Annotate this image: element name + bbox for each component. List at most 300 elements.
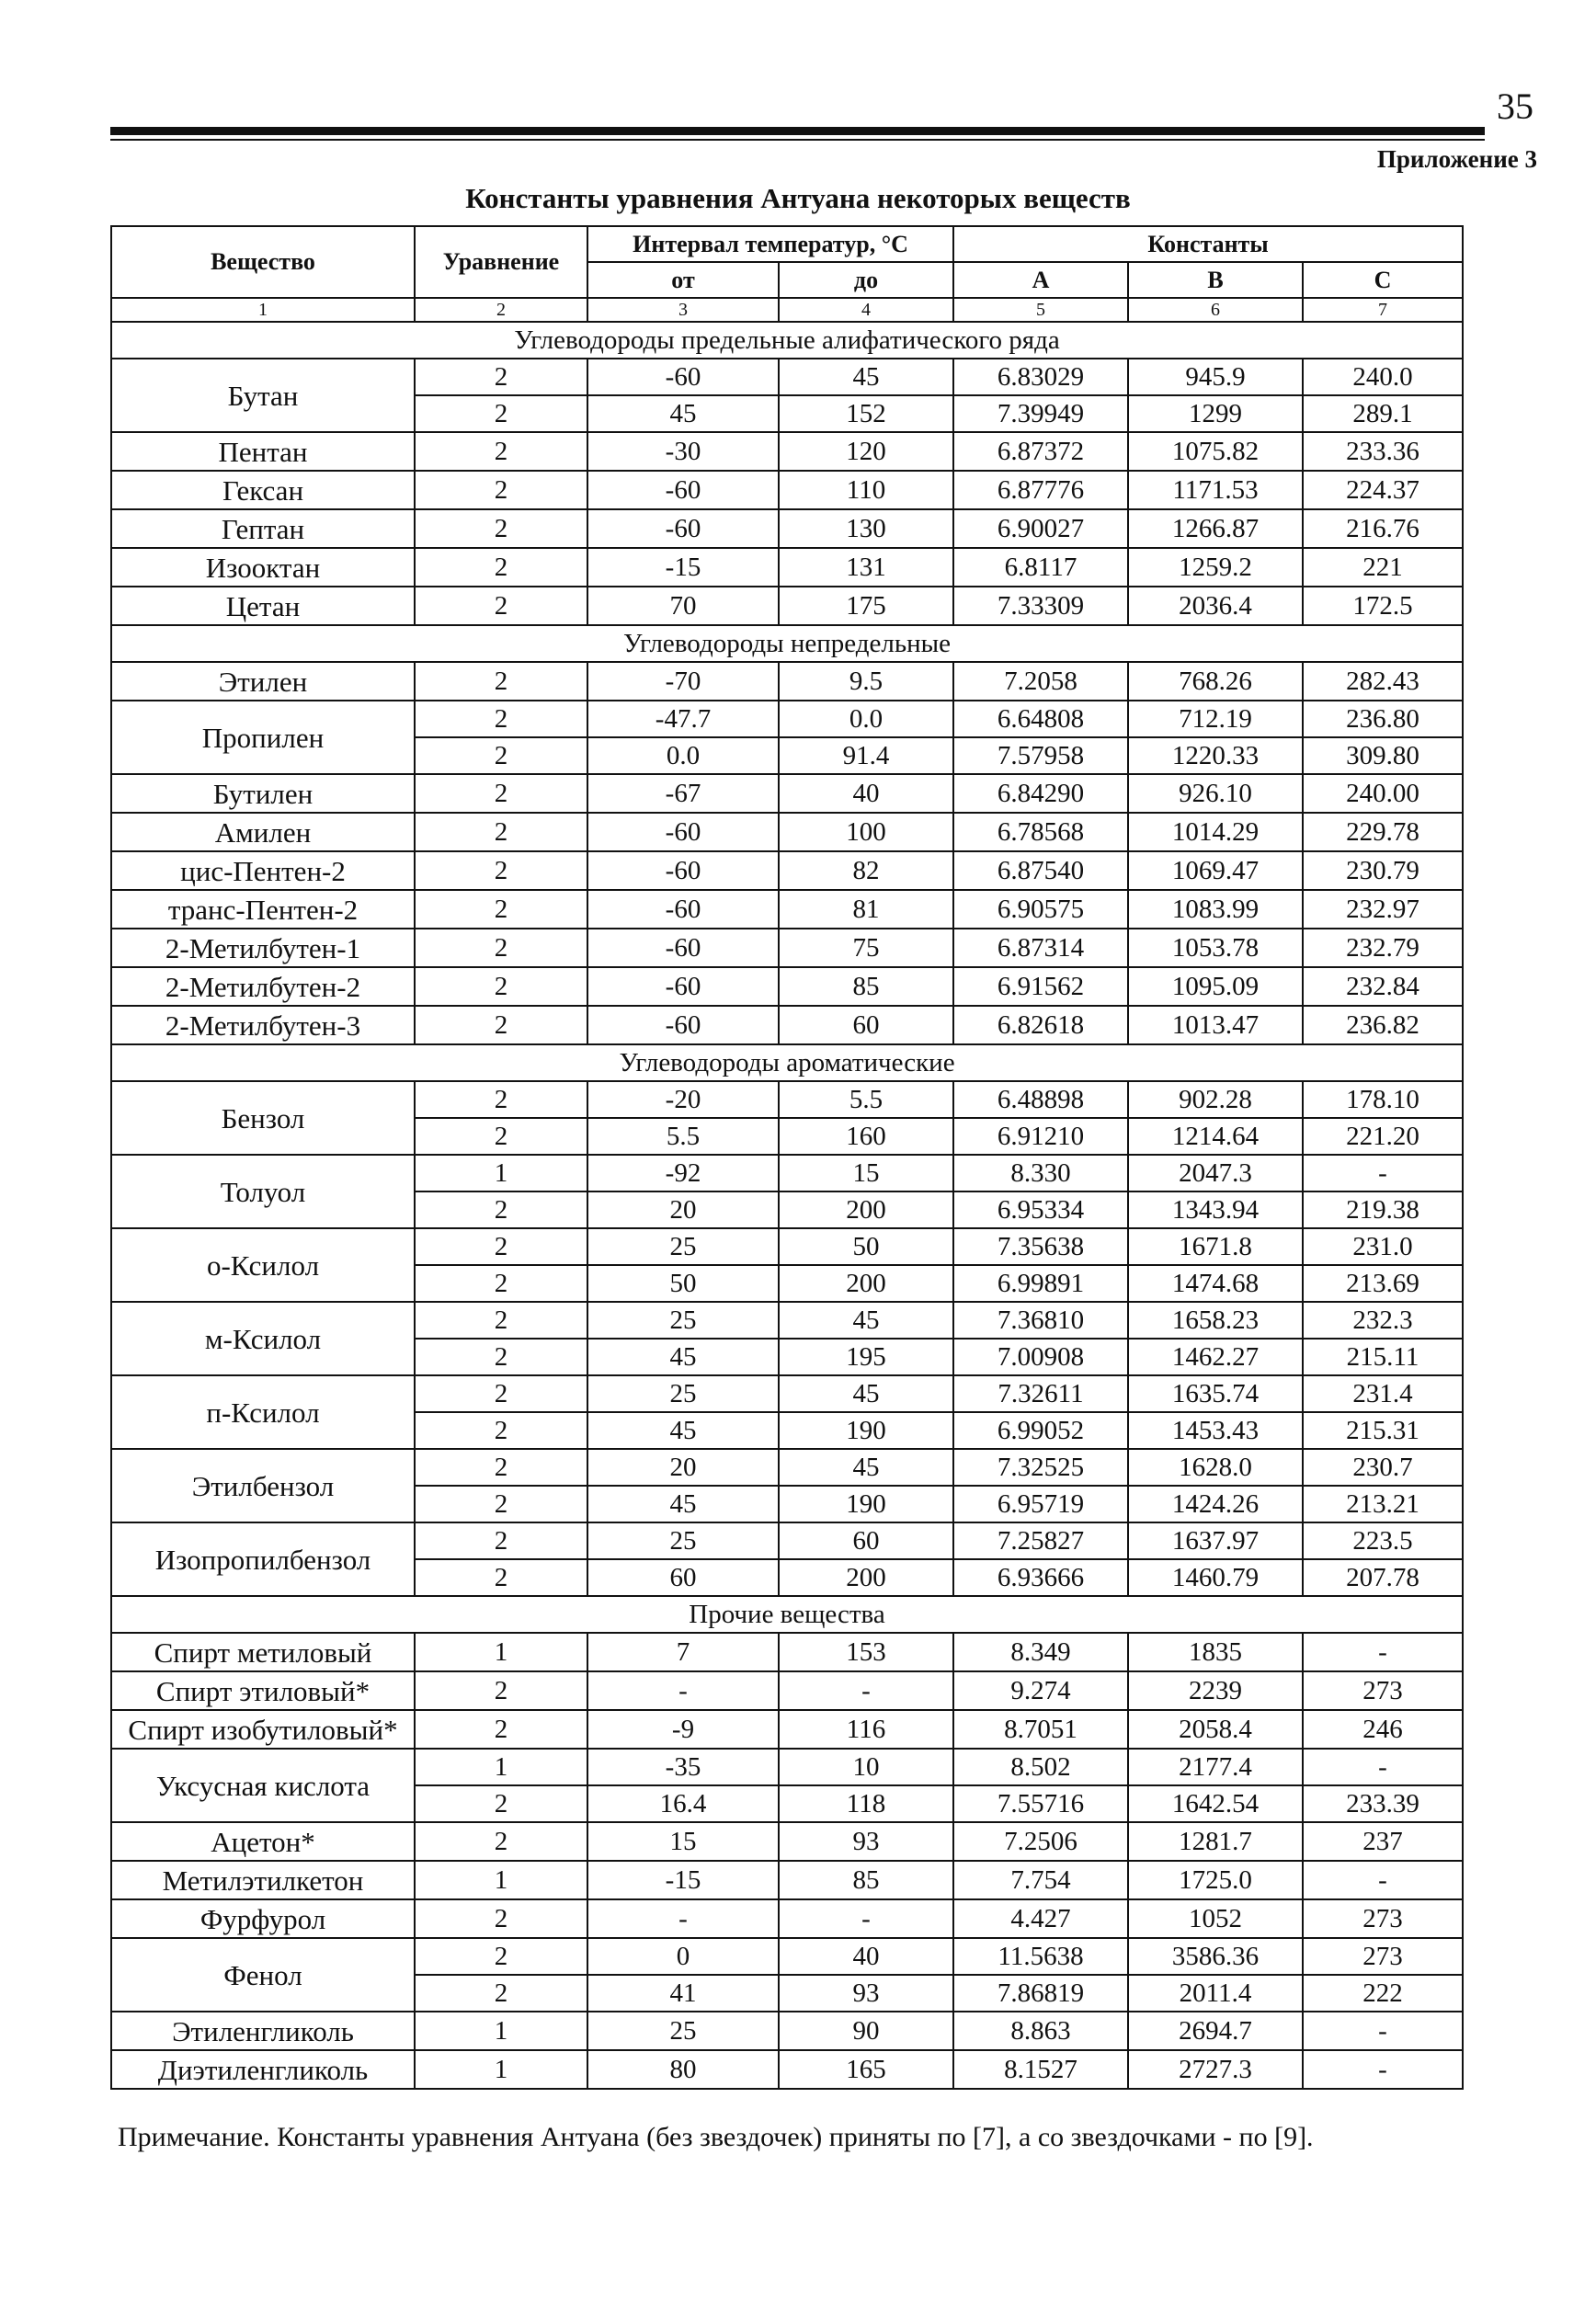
table-row	[111, 774, 1463, 813]
table-row	[111, 1749, 1463, 1785]
header-to: до	[779, 262, 953, 298]
table-cell: 1642.54	[1128, 1785, 1303, 1822]
table-cell: 7.36810	[953, 1302, 1128, 1339]
table-cell: 2	[415, 701, 587, 737]
table-cell: 45	[779, 359, 953, 395]
table-cell: 2	[415, 548, 587, 587]
table-cell: 2	[415, 1975, 587, 2012]
section-title: Углеводороды непредельные	[111, 625, 1463, 662]
table-cell: 60	[779, 1522, 953, 1559]
table-cell: 130	[779, 509, 953, 548]
table-cell: 230.79	[1303, 851, 1463, 890]
table-cell: 100	[779, 813, 953, 851]
table-cell: -15	[587, 548, 779, 587]
column-number: 2	[415, 298, 587, 322]
substance-name: Гексан	[111, 471, 415, 509]
section-header-row	[111, 322, 1463, 359]
table-cell: -67	[587, 774, 779, 813]
table-cell: 2036.4	[1128, 587, 1303, 625]
table-cell: 1635.74	[1128, 1375, 1303, 1412]
table-cell: 7.57958	[953, 737, 1128, 774]
substance-name: Фурфурол	[111, 1899, 415, 1938]
table-cell: 1052	[1128, 1899, 1303, 1938]
table-row	[111, 1302, 1463, 1339]
table-cell: 1628.0	[1128, 1449, 1303, 1486]
table-row	[111, 1633, 1463, 1671]
table-cell: -	[1303, 1861, 1463, 1899]
table-cell: 8.502	[953, 1749, 1128, 1785]
substance-name: Диэтиленгликоль	[111, 2050, 415, 2089]
header-c: C	[1303, 262, 1463, 298]
table-cell: 213.21	[1303, 1486, 1463, 1522]
substance-name: п-Ксилол	[111, 1375, 415, 1449]
substance-name: Спирт изобутиловый*	[111, 1710, 415, 1749]
table-cell: 60	[587, 1559, 779, 1596]
table-cell: 1281.7	[1128, 1822, 1303, 1861]
table-cell: 165	[779, 2050, 953, 2089]
table-cell: -47.7	[587, 701, 779, 737]
table-cell: 1259.2	[1128, 548, 1303, 587]
appendix-label: Приложение 3	[1376, 145, 1537, 173]
column-number: 4	[779, 298, 953, 322]
table-cell: 1266.87	[1128, 509, 1303, 548]
table-cell: 1	[415, 2012, 587, 2050]
table-cell: 6.90575	[953, 890, 1128, 929]
table-cell: 233.39	[1303, 1785, 1463, 1822]
table-cell: 1171.53	[1128, 471, 1303, 509]
table-cell: 131	[779, 548, 953, 587]
table-cell: -9	[587, 1710, 779, 1749]
table-row	[111, 2012, 1463, 2050]
table-cell: 7.86819	[953, 1975, 1128, 2012]
table-cell: 2	[415, 813, 587, 851]
table-cell: 240.00	[1303, 774, 1463, 813]
section-title: Углеводороды предельные алифатического ряда	[111, 322, 1463, 359]
table-cell: 153	[779, 1633, 953, 1671]
substance-name: м-Ксилол	[111, 1302, 415, 1375]
table-cell: 200	[779, 1191, 953, 1228]
table-cell: 2	[415, 890, 587, 929]
table-cell: 8.863	[953, 2012, 1128, 2050]
table-cell: 45	[587, 1339, 779, 1375]
table-cell: 2	[415, 395, 587, 432]
table-cell: 207.78	[1303, 1559, 1463, 1596]
table-cell: 2694.7	[1128, 2012, 1303, 2050]
column-number: 1	[111, 298, 415, 322]
table-row	[111, 359, 1463, 395]
table-cell: 6.8117	[953, 548, 1128, 587]
table-row	[111, 851, 1463, 890]
substance-name: 2-Метилбутен-3	[111, 1006, 415, 1044]
table-cell: 7.00908	[953, 1339, 1128, 1375]
table-cell: 7.35638	[953, 1228, 1128, 1265]
table-cell: 712.19	[1128, 701, 1303, 737]
table-cell: 945.9	[1128, 359, 1303, 395]
substance-name: Толуол	[111, 1155, 415, 1228]
table-cell: 2	[415, 1785, 587, 1822]
table-cell: 6.90027	[953, 509, 1128, 548]
table-cell: 85	[779, 967, 953, 1006]
table-cell: 45	[779, 1449, 953, 1486]
table-cell: 240.0	[1303, 359, 1463, 395]
table-cell: 1460.79	[1128, 1559, 1303, 1596]
table-cell: 1671.8	[1128, 1228, 1303, 1265]
table-cell: 282.43	[1303, 662, 1463, 701]
table-cell: 2	[415, 774, 587, 813]
table-cell: 6.84290	[953, 774, 1128, 813]
table-cell: 215.11	[1303, 1339, 1463, 1375]
table-cell: 1083.99	[1128, 890, 1303, 929]
table-cell: -60	[587, 471, 779, 509]
table-cell: 232.97	[1303, 890, 1463, 929]
column-number: 6	[1128, 298, 1303, 322]
table-cell: -60	[587, 967, 779, 1006]
table-cell: 2	[415, 1486, 587, 1522]
table-row	[111, 662, 1463, 701]
table-cell: -	[1303, 1633, 1463, 1671]
substance-name: Изооктан	[111, 548, 415, 587]
table-cell: 6.93666	[953, 1559, 1128, 1596]
table-cell: 25	[587, 1375, 779, 1412]
table-row	[111, 929, 1463, 967]
column-number: 3	[587, 298, 779, 322]
table-cell: 1075.82	[1128, 432, 1303, 471]
table-cell: 246	[1303, 1710, 1463, 1749]
table-cell: 15	[587, 1822, 779, 1861]
header-equation: Уравнение	[415, 226, 587, 298]
table-cell: 2	[415, 1081, 587, 1118]
table-cell: -60	[587, 813, 779, 851]
table-cell: 6.99891	[953, 1265, 1128, 1302]
table-cell: 9.274	[953, 1671, 1128, 1710]
table-cell: 237	[1303, 1822, 1463, 1861]
table-cell: 4.427	[953, 1899, 1128, 1938]
table-row	[111, 432, 1463, 471]
table-cell: 233.36	[1303, 432, 1463, 471]
table-row	[111, 1228, 1463, 1265]
table-cell: 1	[415, 1749, 587, 1785]
header-interval: Интервал температур, °С	[587, 226, 953, 262]
table-cell: 7.32525	[953, 1449, 1128, 1486]
table-cell: 2	[415, 1412, 587, 1449]
table-cell: -20	[587, 1081, 779, 1118]
table-row	[111, 548, 1463, 587]
table-cell: 2	[415, 432, 587, 471]
section-header-row	[111, 1596, 1463, 1633]
substance-name: Цетан	[111, 587, 415, 625]
header-constants: Константы	[953, 226, 1463, 262]
table-cell: -	[587, 1671, 779, 1710]
table-row	[111, 587, 1463, 625]
table-cell: 1	[415, 1861, 587, 1899]
table-cell: 2	[415, 1899, 587, 1938]
table-cell: 9.5	[779, 662, 953, 701]
table-cell: 6.78568	[953, 813, 1128, 851]
table-cell: 1095.09	[1128, 967, 1303, 1006]
table-cell: 8.1527	[953, 2050, 1128, 2089]
table-cell: 2177.4	[1128, 1749, 1303, 1785]
table-cell: 1069.47	[1128, 851, 1303, 890]
substance-name: Спирт метиловый	[111, 1633, 415, 1671]
table-cell: 6.91210	[953, 1118, 1128, 1155]
table-cell: 2047.3	[1128, 1155, 1303, 1191]
table-cell: 2	[415, 509, 587, 548]
table-cell: 273	[1303, 1938, 1463, 1975]
table-cell: 45	[587, 395, 779, 432]
table-cell: 2	[415, 1671, 587, 1710]
table-cell: 926.10	[1128, 774, 1303, 813]
table-cell: 2	[415, 1822, 587, 1861]
table-row	[111, 2050, 1463, 2089]
substance-name: Метилэтилкетон	[111, 1861, 415, 1899]
table-cell: -	[587, 1899, 779, 1938]
section-title: Прочие вещества	[111, 1596, 1463, 1633]
table-cell: 232.79	[1303, 929, 1463, 967]
table-cell: 90	[779, 2012, 953, 2050]
table-cell: 1637.97	[1128, 1522, 1303, 1559]
table-body	[111, 298, 1463, 2089]
substance-name: Гептан	[111, 509, 415, 548]
table-cell: 2	[415, 587, 587, 625]
table-row	[111, 471, 1463, 509]
table-row	[111, 1938, 1463, 1975]
table-cell: 60	[779, 1006, 953, 1044]
table-cell: -	[1303, 2050, 1463, 2089]
table-cell: 7.754	[953, 1861, 1128, 1899]
table-cell: 160	[779, 1118, 953, 1155]
table-cell: -60	[587, 929, 779, 967]
table-cell: 2	[415, 1449, 587, 1486]
table-cell: 82	[779, 851, 953, 890]
table-cell: 1	[415, 2050, 587, 2089]
substance-name: Этилбензол	[111, 1449, 415, 1522]
table-cell: 1658.23	[1128, 1302, 1303, 1339]
table-cell: 2058.4	[1128, 1710, 1303, 1749]
table-row	[111, 509, 1463, 548]
table-cell: 0.0	[587, 737, 779, 774]
substance-name: Ацетон*	[111, 1822, 415, 1861]
substance-name: Бутан	[111, 359, 415, 432]
table-cell: 1299	[1128, 395, 1303, 432]
section-header-row	[111, 1044, 1463, 1081]
section-title: Углеводороды ароматические	[111, 1044, 1463, 1081]
table-cell: 2	[415, 1710, 587, 1749]
table-cell: 25	[587, 1522, 779, 1559]
substance-name: Изопропилбензол	[111, 1522, 415, 1596]
table-cell: 6.82618	[953, 1006, 1128, 1044]
header-substance: Вещество	[111, 226, 415, 298]
table-cell: -60	[587, 359, 779, 395]
table-cell: 2	[415, 1522, 587, 1559]
table-cell: 1013.47	[1128, 1006, 1303, 1044]
table-cell: 231.0	[1303, 1228, 1463, 1265]
table-cell: 2	[415, 662, 587, 701]
table-cell: 75	[779, 929, 953, 967]
table-cell: 190	[779, 1412, 953, 1449]
table-cell: 25	[587, 1302, 779, 1339]
substance-name: Этиленгликоль	[111, 2012, 415, 2050]
table-cell: 2	[415, 1228, 587, 1265]
table-cell: 221	[1303, 548, 1463, 587]
table-cell: 216.76	[1303, 509, 1463, 548]
table-cell: 0.0	[779, 701, 953, 737]
substance-name: о-Ксилол	[111, 1228, 415, 1302]
table-cell: 200	[779, 1559, 953, 1596]
table-cell: 110	[779, 471, 953, 509]
table-cell: 3586.36	[1128, 1938, 1303, 1975]
table-cell: 1014.29	[1128, 813, 1303, 851]
table-cell: 2	[415, 1375, 587, 1412]
table-cell: 20	[587, 1191, 779, 1228]
table-cell: 11.5638	[953, 1938, 1128, 1975]
table-cell: 25	[587, 2012, 779, 2050]
table-row	[111, 1155, 1463, 1191]
table-cell: 85	[779, 1861, 953, 1899]
table-cell: 7.32611	[953, 1375, 1128, 1412]
table-cell: 289.1	[1303, 395, 1463, 432]
table-cell: 45	[779, 1302, 953, 1339]
table-cell: 120	[779, 432, 953, 471]
table-cell: 1474.68	[1128, 1265, 1303, 1302]
footnote: Примечание. Константы уравнения Антуана (без звездочек) приняты по [7], а со звездочками - по [9].	[118, 2122, 1314, 2152]
substance-name: Спирт этиловый*	[111, 1671, 415, 1710]
table-cell: -15	[587, 1861, 779, 1899]
table-cell: 41	[587, 1975, 779, 2012]
table-cell: 81	[779, 890, 953, 929]
table-cell: -35	[587, 1749, 779, 1785]
table-cell: 178.10	[1303, 1081, 1463, 1118]
table-cell: 6.95719	[953, 1486, 1128, 1522]
table-cell: 6.64808	[953, 701, 1128, 737]
table-row	[111, 1822, 1463, 1861]
substance-name: Пропилен	[111, 701, 415, 774]
table-cell: 195	[779, 1339, 953, 1375]
table-cell: 50	[779, 1228, 953, 1265]
column-number-row	[111, 298, 1463, 322]
substance-name: Амилен	[111, 813, 415, 851]
table-cell: 8.7051	[953, 1710, 1128, 1749]
table-cell: 0	[587, 1938, 779, 1975]
table-cell: 2	[415, 967, 587, 1006]
table-cell: 7.33309	[953, 587, 1128, 625]
table-cell: 7.55716	[953, 1785, 1128, 1822]
table-cell: 91.4	[779, 737, 953, 774]
substance-name: Фенол	[111, 1938, 415, 2012]
substance-name: Бензол	[111, 1081, 415, 1155]
header-from: от	[587, 262, 779, 298]
table-cell: 1053.78	[1128, 929, 1303, 967]
table-cell: 6.87314	[953, 929, 1128, 967]
table-cell: 2	[415, 359, 587, 395]
table-cell: 6.91562	[953, 967, 1128, 1006]
header-rule-thin	[110, 139, 1485, 141]
table-cell: 236.80	[1303, 701, 1463, 737]
table-cell: 80	[587, 2050, 779, 2089]
substance-name: Бутилен	[111, 774, 415, 813]
table-cell: 70	[587, 587, 779, 625]
table-cell: 8.330	[953, 1155, 1128, 1191]
table-cell: 7.2506	[953, 1822, 1128, 1861]
column-number: 5	[953, 298, 1128, 322]
table-row	[111, 1899, 1463, 1938]
table-cell: 7.25827	[953, 1522, 1128, 1559]
table-cell: 8.349	[953, 1633, 1128, 1671]
table-cell: 6.95334	[953, 1191, 1128, 1228]
table-cell: -	[1303, 1155, 1463, 1191]
table-cell: 5.5	[587, 1118, 779, 1155]
table-cell: 2727.3	[1128, 2050, 1303, 2089]
table-cell: -60	[587, 1006, 779, 1044]
table-cell: 236.82	[1303, 1006, 1463, 1044]
table-cell: 6.83029	[953, 359, 1128, 395]
table-cell: 93	[779, 1822, 953, 1861]
table-cell: 2	[415, 1265, 587, 1302]
table-row	[111, 1671, 1463, 1710]
table-cell: 15	[779, 1155, 953, 1191]
table-cell: 215.31	[1303, 1412, 1463, 1449]
table-cell: 222	[1303, 1975, 1463, 2012]
table-cell: 116	[779, 1710, 953, 1749]
table-cell: 221.20	[1303, 1118, 1463, 1155]
table-cell: 5.5	[779, 1081, 953, 1118]
table-cell: 6.99052	[953, 1412, 1128, 1449]
table-row	[111, 1861, 1463, 1899]
table-cell: 6.87372	[953, 432, 1128, 471]
table-row	[111, 1710, 1463, 1749]
table-cell: 20	[587, 1449, 779, 1486]
table-cell: 2	[415, 1938, 587, 1975]
table-cell: 1343.94	[1128, 1191, 1303, 1228]
table-cell: 40	[779, 1938, 953, 1975]
table-cell: 1453.43	[1128, 1412, 1303, 1449]
substance-name: 2-Метилбутен-1	[111, 929, 415, 967]
table-cell: 16.4	[587, 1785, 779, 1822]
table-cell: 2	[415, 1302, 587, 1339]
table-cell: 1220.33	[1128, 737, 1303, 774]
table-cell: 902.28	[1128, 1081, 1303, 1118]
table-row	[111, 1449, 1463, 1486]
table-cell: 219.38	[1303, 1191, 1463, 1228]
table-cell: 232.3	[1303, 1302, 1463, 1339]
table-cell: 45	[587, 1486, 779, 1522]
table-cell: 45	[779, 1375, 953, 1412]
table-cell: 190	[779, 1486, 953, 1522]
substance-name: цис-Пентен-2	[111, 851, 415, 890]
table-cell: 231.4	[1303, 1375, 1463, 1412]
header-b: B	[1128, 262, 1303, 298]
table-cell: 213.69	[1303, 1265, 1463, 1302]
table-cell: 2	[415, 1191, 587, 1228]
header-rule-thick	[110, 127, 1485, 135]
header-a: A	[953, 262, 1128, 298]
table-cell: 40	[779, 774, 953, 813]
table-cell: 224.37	[1303, 471, 1463, 509]
table-cell: 152	[779, 395, 953, 432]
substance-name: транс-Пентен-2	[111, 890, 415, 929]
table-cell: 2	[415, 929, 587, 967]
table-cell: 232.84	[1303, 967, 1463, 1006]
table-cell: 2	[415, 1339, 587, 1375]
table-cell: 6.87540	[953, 851, 1128, 890]
table-cell: 309.80	[1303, 737, 1463, 774]
table-cell: 93	[779, 1975, 953, 2012]
table-cell: 2	[415, 471, 587, 509]
substance-name: 2-Метилбутен-2	[111, 967, 415, 1006]
table-cell: -60	[587, 509, 779, 548]
section-header-row	[111, 625, 1463, 662]
antoine-constants-table	[110, 225, 1464, 2090]
table-cell: 1214.64	[1128, 1118, 1303, 1155]
